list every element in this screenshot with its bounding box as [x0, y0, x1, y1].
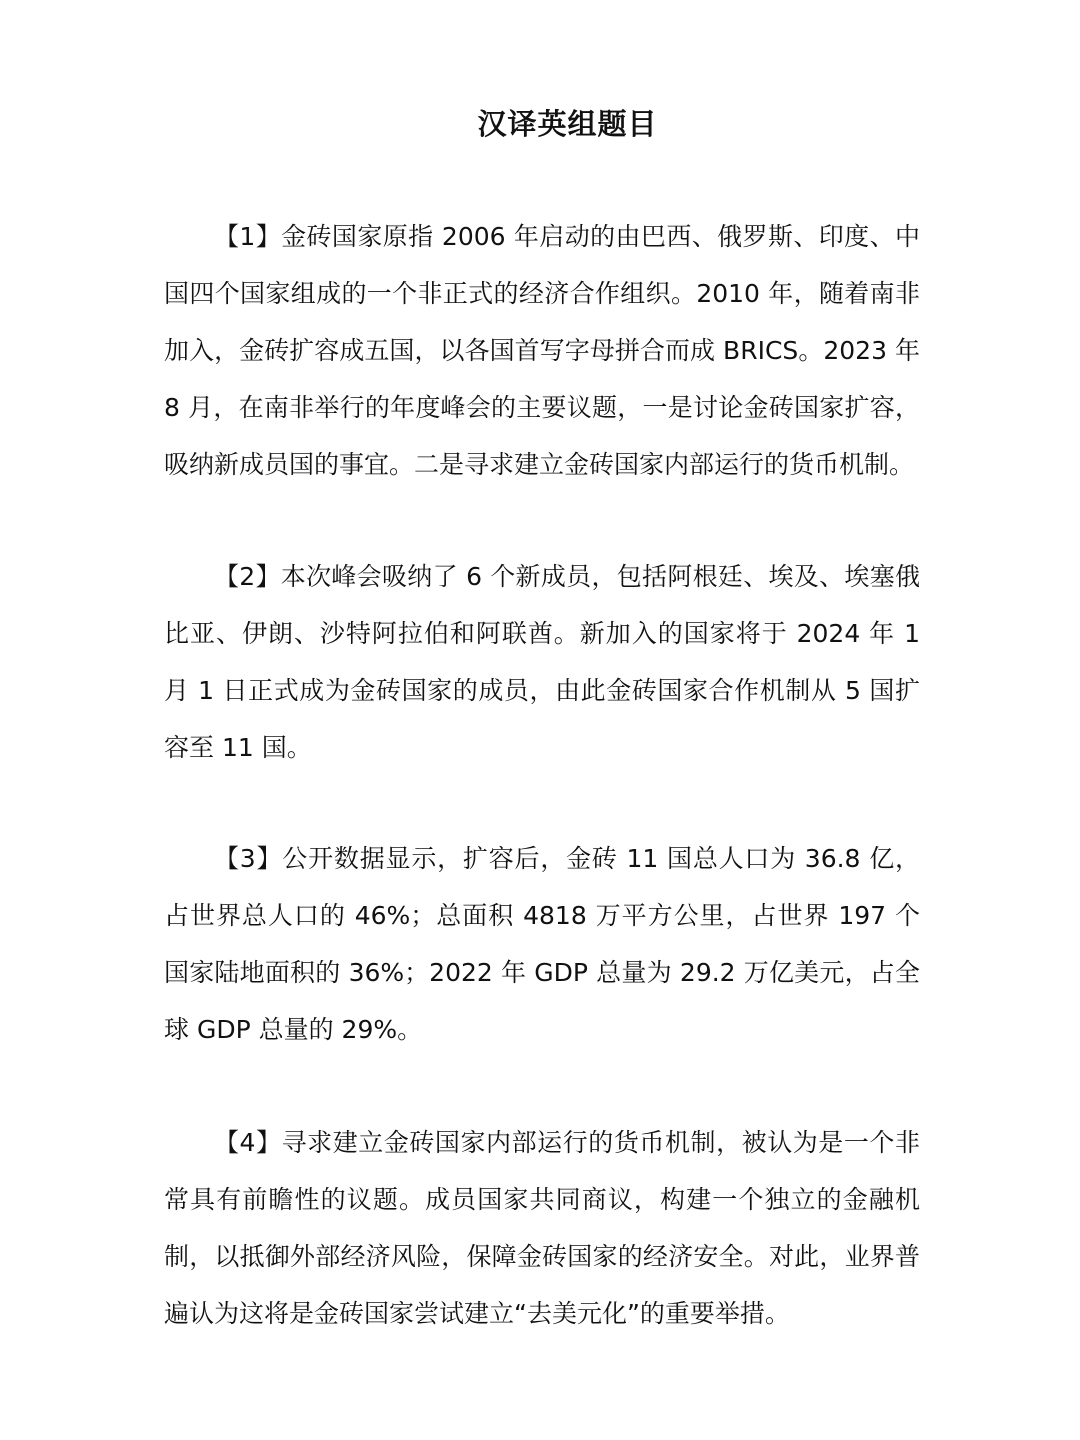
paragraph-3: 【3】公开数据显示，扩容后，金砖 11 国总人口为 36.8 亿，占世界总人口的 46%；总面积 4818 万平方公里，占世界 197 个国家陆地面积的 36%；2022 年 GDP 总量为 29.2 万亿美元，占全球 GDP 总量的 29%。: [164, 844, 920, 1044]
paragraph-1: 【1】金砖国家原指 2006 年启动的由巴西、俄罗斯、印度、中国四个国家组成的一个非正式的经济合作组织。2010 年，随着南非加入，金砖扩容成五国，以各国首写字母拼合而成 BRICS。2023 年 8 月，在南非举行的年度峰会的主要议题，一是讨论金砖国家扩容，吸纳新成员国的事宜。二是寻求建立金砖国家内部运行的货币机制。: [164, 222, 920, 479]
document-title: 汉译英组题目: [477, 107, 658, 141]
paragraph-4: 【4】寻求建立金砖国家内部运行的货币机制，被认为是一个非常具有前瞻性的议题。成员国家共同商议，构建一个独立的金融机制，以抵御外部经济风险，保障金砖国家的经济安全。对此，业界普遍认为这将是金砖国家尝试建立“去美元化”的重要举措。: [164, 1128, 920, 1328]
paragraph-2: 【2】本次峰会吸纳了 6 个新成员，包括阿根廷、埃及、埃塞俄比亚、伊朗、沙特阿拉伯和阿联酋。新加入的国家将于 2024 年 1 月 1 日正式成为金砖国家的成员，由此金砖国家合作机制从 5 国扩容至 11 国。: [164, 562, 920, 762]
